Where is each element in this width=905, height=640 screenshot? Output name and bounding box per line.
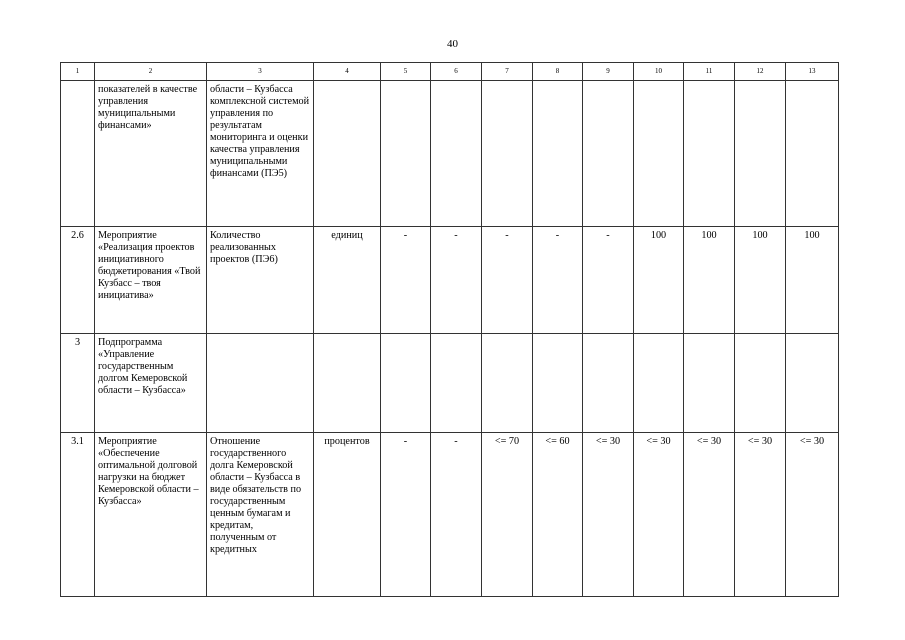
value-cell: - — [431, 433, 482, 597]
column-header: 2 — [95, 63, 207, 81]
value-cell: 100 — [684, 227, 735, 334]
value-cell: 100 — [735, 227, 786, 334]
column-header: 13 — [786, 63, 839, 81]
indicator-name: Количество реализованных проектов (ПЭ6) — [207, 227, 314, 334]
value-cell — [735, 81, 786, 227]
value-cell — [786, 334, 839, 433]
value-cell — [634, 81, 684, 227]
table-row — [61, 81, 839, 227]
column-header: 3 — [207, 63, 314, 81]
unit-cell: единиц — [314, 227, 381, 334]
value-cell: - — [381, 433, 431, 597]
value-cell — [381, 334, 431, 433]
row-number: 2.6 — [61, 227, 95, 334]
activity-name: показателей в качестве управления муниципальными финансами» — [95, 81, 207, 227]
indicators-table — [60, 62, 839, 597]
column-header: 7 — [482, 63, 533, 81]
table-row — [61, 334, 839, 433]
table-row — [61, 433, 839, 597]
indicator-name: области – Кузбасса комплексной системой управления по результатам мониторинга и оценки качества управления муниципальными финансами (ПЭ5) — [207, 81, 314, 227]
value-cell — [583, 334, 634, 433]
value-cell — [482, 334, 533, 433]
page-number: 40 — [447, 38, 458, 50]
column-header: 6 — [431, 63, 482, 81]
row-number: 3.1 — [61, 433, 95, 597]
value-cell — [583, 81, 634, 227]
column-header: 11 — [684, 63, 735, 81]
activity-name: Мероприятие «Реализация проектов инициативного бюджетирования «Твой Кузбасс – твоя инициатива» — [95, 227, 207, 334]
value-cell: <= 30 — [583, 433, 634, 597]
value-cell: <= 30 — [786, 433, 839, 597]
value-cell — [533, 81, 583, 227]
activity-name: Мероприятие «Обеспечение оптимальной долговой нагрузки на бюджет Кемеровской области – Кузбасса» — [95, 433, 207, 597]
value-cell — [431, 81, 482, 227]
table-row — [61, 227, 839, 334]
value-cell — [634, 334, 684, 433]
value-cell: - — [431, 227, 482, 334]
value-cell: <= 30 — [634, 433, 684, 597]
column-header: 12 — [735, 63, 786, 81]
value-cell: <= 30 — [684, 433, 735, 597]
activity-name: Подпрограмма «Управление государственным долгом Кемеровской области – Кузбасса» — [95, 334, 207, 433]
value-cell: - — [381, 227, 431, 334]
indicator-name — [207, 334, 314, 433]
value-cell — [684, 334, 735, 433]
value-cell — [684, 81, 735, 227]
value-cell — [482, 81, 533, 227]
value-cell: - — [482, 227, 533, 334]
value-cell: 100 — [786, 227, 839, 334]
indicator-name: Отношение государственного долга Кемеровской области – Кузбасса в виде обязательств по государственным ценным бумагам и кредитам, полученным от кредитных — [207, 433, 314, 597]
value-cell — [786, 81, 839, 227]
column-number-row — [61, 63, 839, 81]
column-header: 9 — [583, 63, 634, 81]
column-header: 5 — [381, 63, 431, 81]
value-cell — [735, 334, 786, 433]
unit-cell: процентов — [314, 433, 381, 597]
row-number — [61, 81, 95, 227]
value-cell — [381, 81, 431, 227]
value-cell: <= 60 — [533, 433, 583, 597]
value-cell: <= 70 — [482, 433, 533, 597]
column-header: 1 — [61, 63, 95, 81]
value-cell: - — [533, 227, 583, 334]
value-cell — [431, 334, 482, 433]
column-header: 4 — [314, 63, 381, 81]
value-cell: 100 — [634, 227, 684, 334]
unit-cell — [314, 334, 381, 433]
column-header: 8 — [533, 63, 583, 81]
row-number: 3 — [61, 334, 95, 433]
value-cell — [533, 334, 583, 433]
value-cell: - — [583, 227, 634, 334]
unit-cell — [314, 81, 381, 227]
value-cell: <= 30 — [735, 433, 786, 597]
column-header: 10 — [634, 63, 684, 81]
